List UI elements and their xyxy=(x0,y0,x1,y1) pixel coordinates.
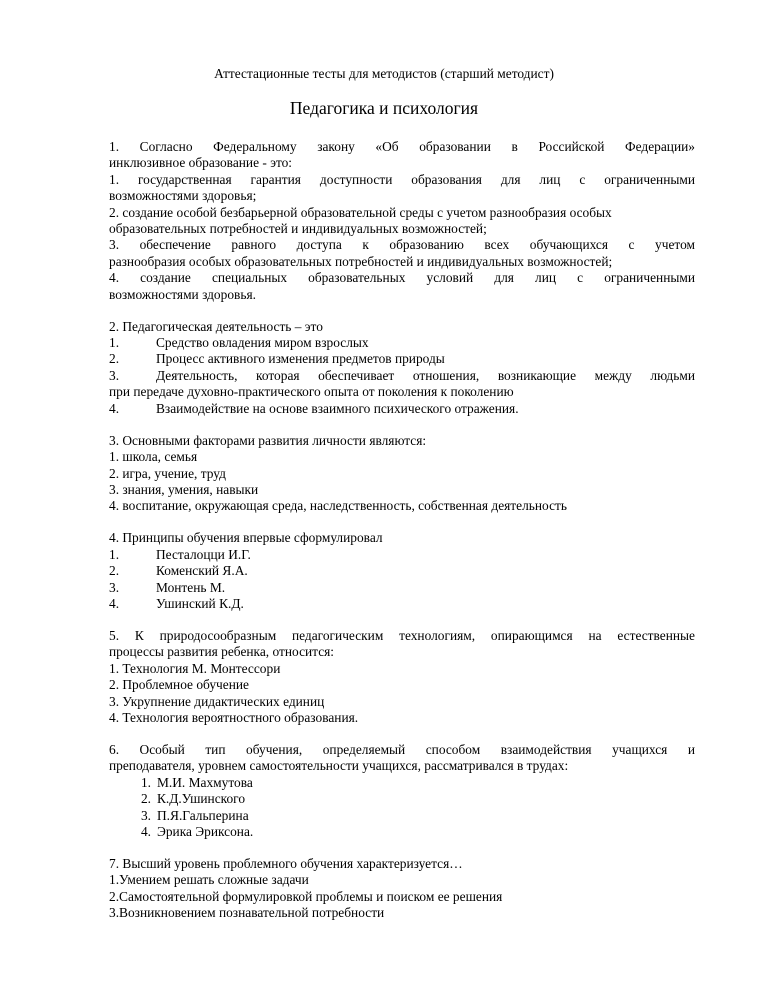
question-stem: 1. Согласно Федеральному закону «Об образовании в Российской Федерации» xyxy=(109,139,695,154)
answer-option: разнообразия особых образовательных потребностей и индивидуальных возможностей; xyxy=(109,253,613,269)
option-number: 1. xyxy=(109,546,120,562)
answer-option xyxy=(109,824,695,840)
option-text: Деятельность, которая обеспечивает отношения, возникающие между людьми xyxy=(156,367,695,383)
option-text: М.И. Махмутова xyxy=(157,774,253,790)
answer-option: 1.Умением решать сложные задачи xyxy=(109,872,309,888)
question-4 xyxy=(109,530,695,612)
answer-option: 1. школа, семья xyxy=(109,449,198,465)
question-stem: 2. Педагогическая деятельность – это xyxy=(109,318,323,334)
question-5 xyxy=(109,628,695,726)
answer-option xyxy=(109,401,695,417)
answer-option xyxy=(109,547,695,563)
question-2 xyxy=(109,319,695,417)
answer-option xyxy=(109,775,695,791)
answer-option xyxy=(109,335,695,351)
answer-option: возможностями здоровья. xyxy=(109,286,256,302)
question-3 xyxy=(109,433,695,515)
answer-option xyxy=(109,791,695,807)
answer-option: 4. воспитание, окружающая среда, наследственность, собственная деятельность xyxy=(109,498,567,514)
question-7 xyxy=(109,856,695,922)
question-stem: 7. Высший уровень проблемного обучения характеризуется… xyxy=(109,856,463,871)
answer-option xyxy=(109,368,695,384)
option-text: Взаимодействие на основе взаимного психического отражения. xyxy=(156,400,519,416)
document-header: Аттестационные тесты для методистов (старший методист) xyxy=(214,66,554,81)
answer-option: 4. создание специальных образовательных условий для лиц с ограниченными xyxy=(109,270,695,286)
option-number: 4. xyxy=(109,400,120,416)
question-stem: процессы развития ребенка, относится: xyxy=(109,644,335,660)
answer-option: 2.Самостоятельной формулировкой проблемы и поиском ее решения xyxy=(109,888,503,904)
answer-option: 1. Технология М. Монтессори xyxy=(109,660,281,676)
option-text: Ушинский К.Д. xyxy=(156,595,244,611)
question-stem: преподавателя, уровнем самостоятельности учащихся, рассматривался в трудах: xyxy=(109,758,569,774)
option-text: Эрика Эриксона. xyxy=(157,824,254,839)
option-text: Коменский Я.А. xyxy=(156,563,248,579)
option-number: 3. xyxy=(140,807,151,823)
option-text: П.Я.Гальперина xyxy=(157,807,249,823)
question-stem: 4. Принципы обучения впервые сформулировал xyxy=(109,530,383,546)
option-text: Монтень М. xyxy=(156,579,226,595)
question-1 xyxy=(109,139,695,303)
option-text: К.Д.Ушинского xyxy=(157,791,246,807)
question-stem: 5. К природосообразным педагогическим технологиям, опирающимся на естественные xyxy=(109,627,695,643)
answer-option: 1. государственная гарантия доступности образования для лиц с ограниченными xyxy=(109,171,695,187)
option-number: 2. xyxy=(109,563,120,579)
answer-option: 2. игра, учение, труд xyxy=(109,465,226,481)
option-number: 2. xyxy=(109,351,120,367)
answer-option: 3. Укрупнение дидактических единиц xyxy=(109,693,325,709)
question-stem: 3. Основными факторами развития личности являются: xyxy=(109,432,427,448)
test-questions xyxy=(109,139,695,937)
answer-option: образовательных потребностей и индивидуальных возможностей; xyxy=(109,221,487,237)
question-stem: инклюзивное образование - это: xyxy=(109,155,293,171)
answer-option xyxy=(109,808,695,824)
option-number: 4. xyxy=(109,595,120,611)
answer-option: 4. Технология вероятностного образования. xyxy=(109,709,359,725)
option-number: 1. xyxy=(140,774,151,790)
answer-option xyxy=(109,580,695,596)
question-6 xyxy=(109,742,695,840)
question-stem: 6. Особый тип обучения, определяемый способом взаимодействия учащихся и xyxy=(109,741,695,757)
option-number: 3. xyxy=(109,579,120,595)
option-number: 3. xyxy=(109,367,120,383)
answer-option: 3. обеспечение равного доступа к образованию всех обучающихся с учетом xyxy=(109,237,695,253)
option-text: Процесс активного изменения предметов природы xyxy=(156,351,445,367)
answer-option-continuation: при передаче духовно-практического опыта от поколения к поколению xyxy=(109,384,514,400)
answer-option: возможностями здоровья; xyxy=(109,188,257,204)
option-number: 4. xyxy=(140,824,151,839)
document-title: Педагогика и психология xyxy=(289,98,479,118)
option-number: 1. xyxy=(109,335,120,351)
option-text: Песталоцци И.Г. xyxy=(156,546,251,562)
answer-option: 2. Проблемное обучение xyxy=(109,677,249,693)
option-text: Средство овладения миром взрослых xyxy=(156,335,369,351)
answer-option: 3.Возникновением познавательной потребности xyxy=(109,905,385,921)
answer-option: 2. создание особой безбарьерной образовательной среды с учетом разнообразия особых xyxy=(109,204,612,220)
answer-option xyxy=(109,563,695,579)
answer-option: 3. знания, умения, навыки xyxy=(109,481,259,497)
answer-option xyxy=(109,351,695,367)
answer-option xyxy=(109,596,695,612)
option-number: 2. xyxy=(140,791,151,807)
